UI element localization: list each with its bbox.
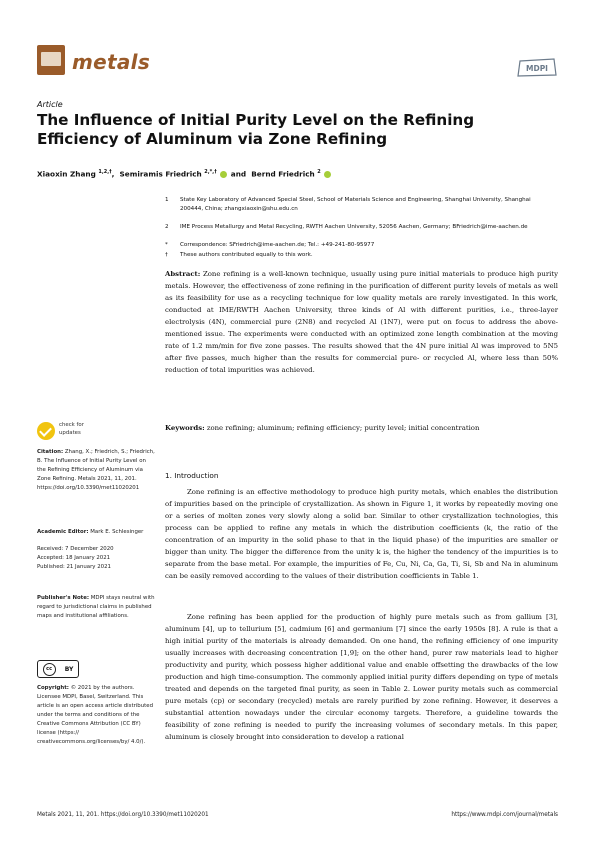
orcid-icon[interactable] bbox=[220, 171, 227, 178]
anvil-icon bbox=[41, 52, 61, 66]
section-heading: 1. Introduction bbox=[165, 471, 219, 480]
abstract-text: Zone refining is a well-known technique, usually using pure initial materials to produce high purity metals. However, the effectiveness of zone refining in the purification of different purity levels of metals as well as its feasibility for use as a recycling technique for low quality metals are rarely investigated. In this work, conducted at IME/RWTH Aachen University, three kinds of Al with different purities, i.e., three-layer electrolysis (4N), commercial pure (2N8) and recycled Al (1N7), were put on focus to address the above-mentioned issue. The experiments were conducted with an optimized zone length combination at the moving rate of 1.2 mm/min for five zone passes. The results showed that the 4N pure initial Al was improved to 5N5 after five passes, much higher than the results for commercial pure- or recycled Al, where less than 50% reduction of total impurities was achieved. bbox=[165, 270, 558, 374]
author-name: Semiramis Friedrich bbox=[119, 169, 202, 179]
correspondence: * Correspondence: SFriedrich@ime-aachen.de; Tel.: +49-241-80-95977 bbox=[165, 242, 375, 248]
published-date: Published: 21 January 2021 bbox=[37, 564, 111, 570]
author-name: Xiaoxin Zhang bbox=[37, 169, 96, 179]
equal-contribution-note: † These authors contributed equally to this work. bbox=[165, 252, 313, 258]
cc-by-license-badge[interactable]: cc BY bbox=[37, 660, 79, 678]
citation: Citation: Zhang, X.; Friedrich, S.; Friedrich, B. The Influence of Initial Purity Level on the Refining Efficiency of Aluminum via Zone Refining. Metals 2021, 11, 201. https://doi.org/10.3390/met11020201 bbox=[37, 449, 155, 491]
keywords bbox=[165, 422, 558, 434]
author-affiliation-marker: 1,2,† bbox=[98, 169, 112, 175]
article-type: Article bbox=[37, 100, 63, 109]
author-list: Xiaoxin Zhang $^{1,2,\dagger}$, Semiramis Friedrich $^{2,*,\dagger}$ and Bernd Friedrich $^2$ bbox=[37, 169, 332, 178]
article-title: The Influence of Initial Purity Level on the Refining Efficiency of Aluminum via Zone Refining bbox=[37, 111, 475, 148]
received-date: Received: 7 December 2020 bbox=[37, 546, 114, 552]
keywords-label: Keywords: bbox=[165, 424, 205, 432]
page-footer bbox=[37, 812, 558, 818]
keywords-text: zone refining; aluminum; refining efficiency; purity level; initial concentration bbox=[206, 424, 480, 432]
footer-citation[interactable]: Metals 2021, 11, 201. https://doi.org/10.3390/met11020201 bbox=[37, 812, 209, 818]
abstract bbox=[165, 268, 558, 376]
cc-icon: cc bbox=[43, 663, 56, 676]
footer-journal-url[interactable]: https://www.mdpi.com/journal/metals bbox=[451, 812, 558, 818]
intro-paragraph-2: Zone refining has been applied for the production of highly pure metals such as from gallium [3], aluminum [4], up to tellurium [5], cadmium [6] and germanium [7] since the early 1950s [8]. A rule is that a high initial purity of the materials is already demanded. On one hand, the refining efficiency of one impurity usually increases with decreasing concentration [1,9]; on the other hand, purer raw materials lead to higher productivity and purity, which possess higher additional value and enable offsetting the drawbacks of the low production and high time-consumption. The commonly applied initial purity differs depending on type of metals treated and depends on the targeted final purity, as seen in Table 2. Lower purity metals such as commercial pure metals (cp) or secondary (recycled) metals are rarely purified by zone refining. However, it deserves a substantial attention nowadays under the circular economy targets. Therefore, a guideline towards the feasibility of zone refining is needed to purify the increasing volumes of secondary metals. In this paper, aluminum is closely brought into consideration to develop a rational bbox=[165, 613, 558, 741]
author-name: Bernd Friedrich bbox=[251, 169, 315, 179]
publisher-note: Publisher's Note: MDPI stays neutral with regard to jurisdictional claims in published maps and institutional affiliations. bbox=[37, 595, 155, 619]
affiliation-1: 1 State Key Laboratory of Advanced Special Steel, School of Materials Science and Engineering, Shanghai University, Shanghai 200444, China; zhangxiaoxin@shu.edu.cn bbox=[165, 197, 531, 212]
copyright: Copyright: © 2021 by the authors. Licensee MDPI, Basel, Switzerland. This article is an open access article distributed under the terms and conditions of the Creative Commons Attribution (CC BY) license (https:// creativecommons.org/licenses/by/ 4.0/). bbox=[37, 685, 153, 745]
publication-dates bbox=[37, 545, 155, 572]
affiliation-2: 2 IME Process Metallurgy and Metal Recycling, RWTH Aachen University, 52056 Aachen, Germany; BFriedrich@ime-aachen.de bbox=[165, 224, 528, 230]
journal-name: metals bbox=[72, 50, 151, 74]
accepted-date: Accepted: 18 January 2021 bbox=[37, 555, 111, 561]
intro-paragraph-1: Zone refining is an effective methodology to produce high purity metals, which enables the distribution of impurities based on the principle of crystallization. As shown in Figure 1, it works by repeatedly moving one or a series of molten zones very slowly along a solid bar. Similar to other crystallization technologies, this process can be applied to refine any metals in which the distribution coefficients (k, the ratio of the concentration of an impurity in the solid phase to that in the liquid phase) of the impurities are smaller or bigger than unity. The bigger the difference from the unity k is, the higher the tendency of the impurities is to separate from the base metal. For example, the impurities of Fe, Cu, Ni, Ca, Ga, Ti, Si, Sb and Na in aluminum can be easily removed according to the values of their distribution coefficients in Table 1. bbox=[165, 488, 558, 580]
author-affiliation-marker: 2 bbox=[317, 169, 321, 175]
svg-text:MDPI: MDPI bbox=[526, 64, 548, 73]
abstract-label: Abstract: bbox=[165, 270, 201, 278]
mdpi-logo bbox=[516, 58, 558, 78]
orcid-icon[interactable] bbox=[324, 171, 331, 178]
check-icon bbox=[37, 422, 55, 440]
academic-editor: Academic Editor: Mark E. Schlesinger bbox=[37, 529, 144, 535]
author-affiliation-marker: 2,*,† bbox=[204, 169, 217, 175]
journal-logo bbox=[37, 45, 65, 75]
